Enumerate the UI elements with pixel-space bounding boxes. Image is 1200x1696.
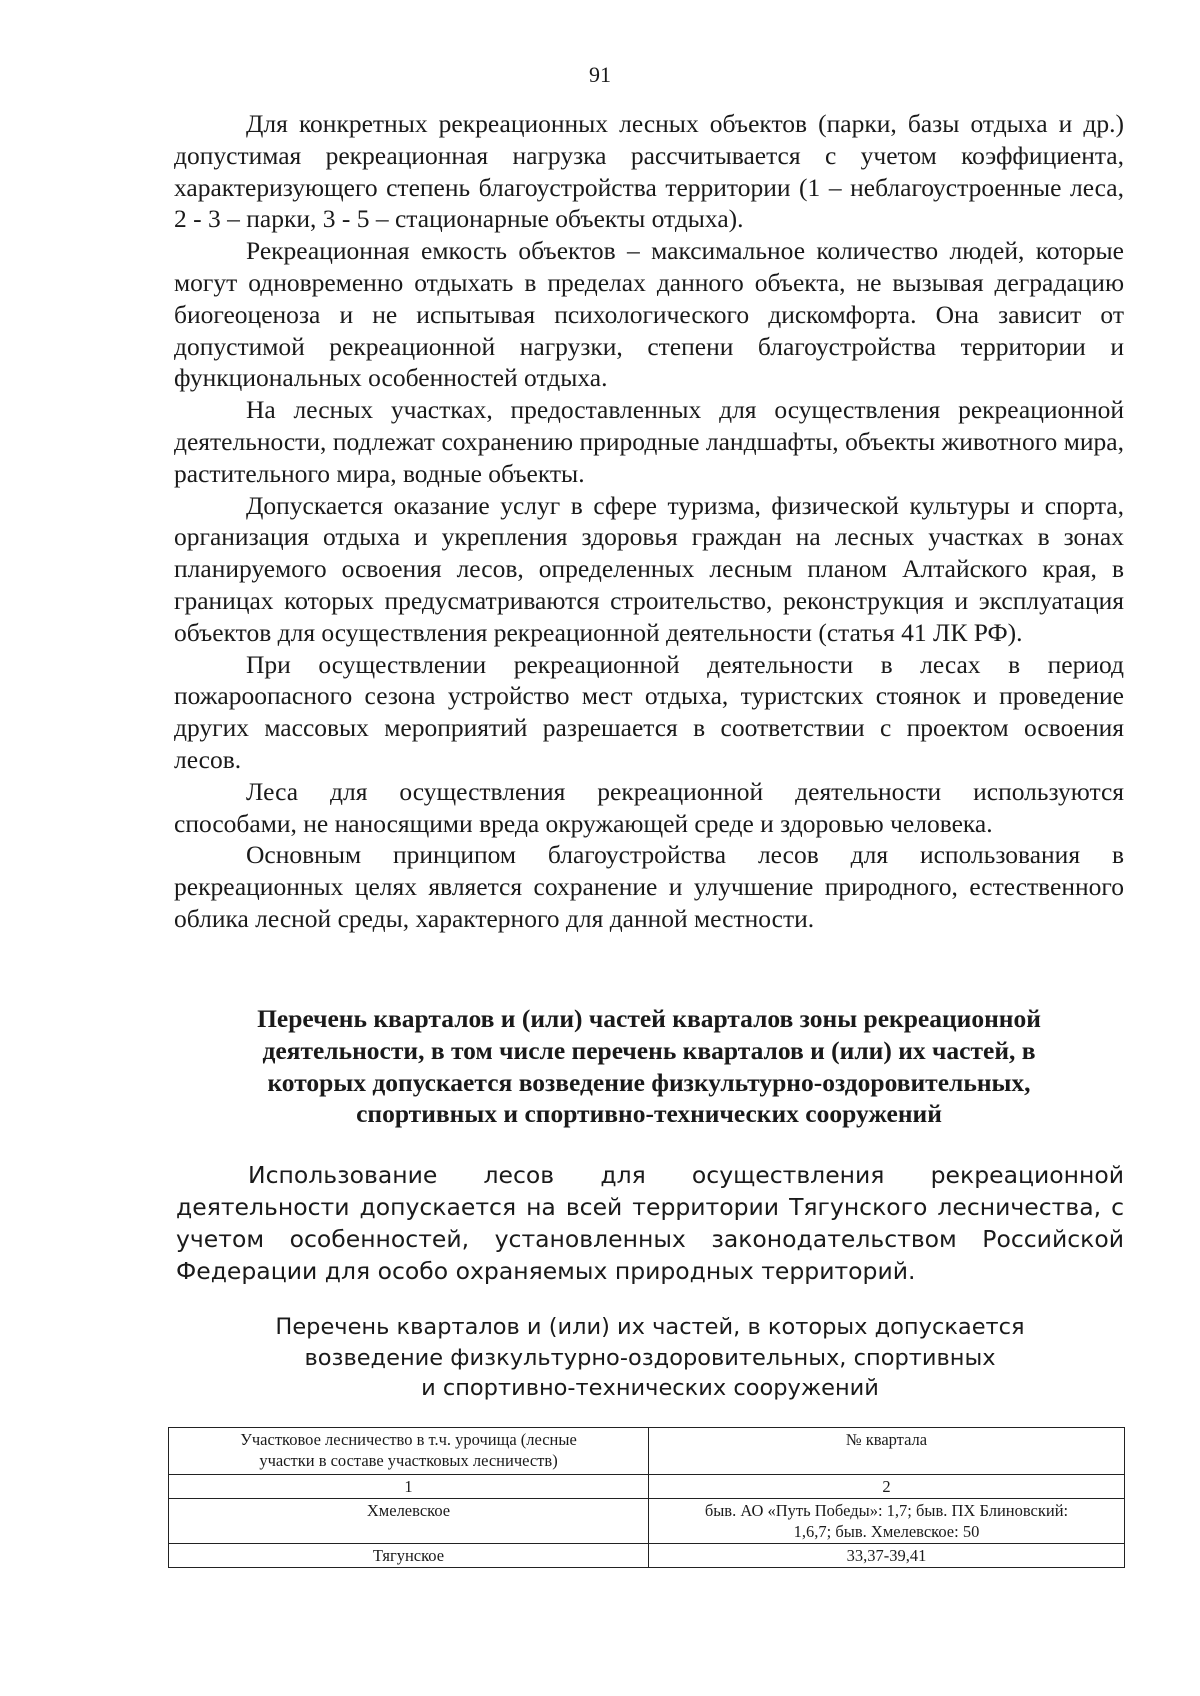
header-cell-line: № квартала: [845, 1430, 928, 1449]
section-heading-line: Перечень кварталов и (или) частей кварталов зоны рекреационной: [257, 1004, 1041, 1033]
page-number: 91: [589, 62, 611, 87]
section-heading-line: спортивных и спортивно-технических сооружений: [356, 1099, 942, 1129]
usage-text: [176, 1159, 1124, 1287]
forestry-cell: Хмелевское: [169, 1499, 649, 1544]
section-heading-line: деятельности, в том числе перечень кварталов и (или) их частей, в: [262, 1035, 1036, 1065]
usage-paragraph: Использование лесов для осуществления рекреационной деятельности допускается на всей территории Тягунского лесничества, с учетом особенностей, установленных законодательством Российской Федерации для особо охраняемых природных территорий.: [176, 1161, 1124, 1285]
quarters-cell-line: 33,37-39,41: [846, 1546, 927, 1565]
table-caption: [200, 1312, 1100, 1404]
table-row: [169, 1499, 1125, 1544]
header-cell-quarter: [649, 1428, 1125, 1475]
paragraph: При осуществлении рекреационной деятельности в лесах в период пожароопасного сезона устройство мест отдыха, туристских стоянок и проведение других массовых мероприятий разрешается в соответствии с проектом освоения лесов.: [174, 649, 1124, 774]
paragraph: Допускается оказание услуг в сфере туризма, физической культуры и спорта, организация отдыха и укрепления здоровья граждан на лесных участках в зонах планируемого освоения лесов, определенных лесным планом Алтайского края, в границах которых предусматриваются строительство, реконструкция и эксплуатация объектов для осуществления рекреационной деятельности (статья 41 ЛК РФ).: [174, 490, 1124, 647]
column-number-cell: 2: [649, 1475, 1125, 1499]
body-text: [174, 108, 1124, 935]
header-cell-line: участки в составе участковых лесничеств): [259, 1451, 558, 1470]
header-cell-forestry: [169, 1428, 649, 1475]
table-header-row: [169, 1428, 1125, 1475]
paragraph: Рекреационная емкость объектов – максимальное количество людей, которые могут одновременно отдыхать в пределах данного объекта, не вызывая деградацию биогеоценоза и не испытывая психологического дискомфорта. Она зависит от допустимой рекреационной нагрузки, степени благоустройства территории и функциональных особенностей отдыха.: [174, 236, 1124, 393]
quarters-table: [168, 1427, 1125, 1568]
paragraph: На лесных участках, предоставленных для осуществления рекреационной деятельности, подлежат сохранению природные ландшафты, объекты животного мира, растительного мира, водные объекты.: [174, 395, 1124, 488]
paragraph: Основным принципом благоустройства лесов для использования в рекреационных целях является сохранение и улучшение природного, естественного облика лесной среды, характерного для данной местности.: [174, 840, 1124, 933]
paragraph: Для конкретных рекреационных лесных объектов (парки, базы отдыха и др.) допустимая рекреационная нагрузка рассчитывается с учетом коэффициента, характеризующего степень благоустройства территории (1 – неблагоустроенные леса, 2 - 3 – парки, 3 - 5 – стационарные объекты отдыха).: [174, 109, 1124, 234]
section-heading-line: которых допускается возведение физкультурно-оздоровительных,: [267, 1067, 1031, 1097]
section-heading: [174, 1003, 1124, 1130]
quarters-cell: [649, 1499, 1125, 1544]
header-cell-line: Участковое лесничество в т.ч. урочища (лесные: [240, 1430, 577, 1449]
quarters-cell-line: 1,6,7; быв. Хмелевское: 50: [793, 1522, 980, 1541]
quarters-cell: [649, 1544, 1125, 1568]
table-caption-line: Перечень кварталов и (или) их частей, в которых допускается: [275, 1314, 1025, 1340]
table-row: [169, 1544, 1125, 1568]
quarters-cell-line: быв. АО «Путь Победы»: 1,7; быв. ПХ Блиновский:: [704, 1501, 1069, 1520]
forestry-cell: Тягунское: [169, 1544, 649, 1568]
column-number-cell: 1: [169, 1475, 649, 1499]
column-number-row: [169, 1475, 1125, 1499]
table-caption-line: возведение физкультурно-оздоровительных, спортивных: [304, 1344, 996, 1371]
paragraph: Леса для осуществления рекреационной деятельности используются способами, не наносящими вреда окружающей среде и здоровью человека.: [174, 776, 1124, 838]
table-caption-line: и спортивно-технических сооружений: [421, 1375, 879, 1401]
